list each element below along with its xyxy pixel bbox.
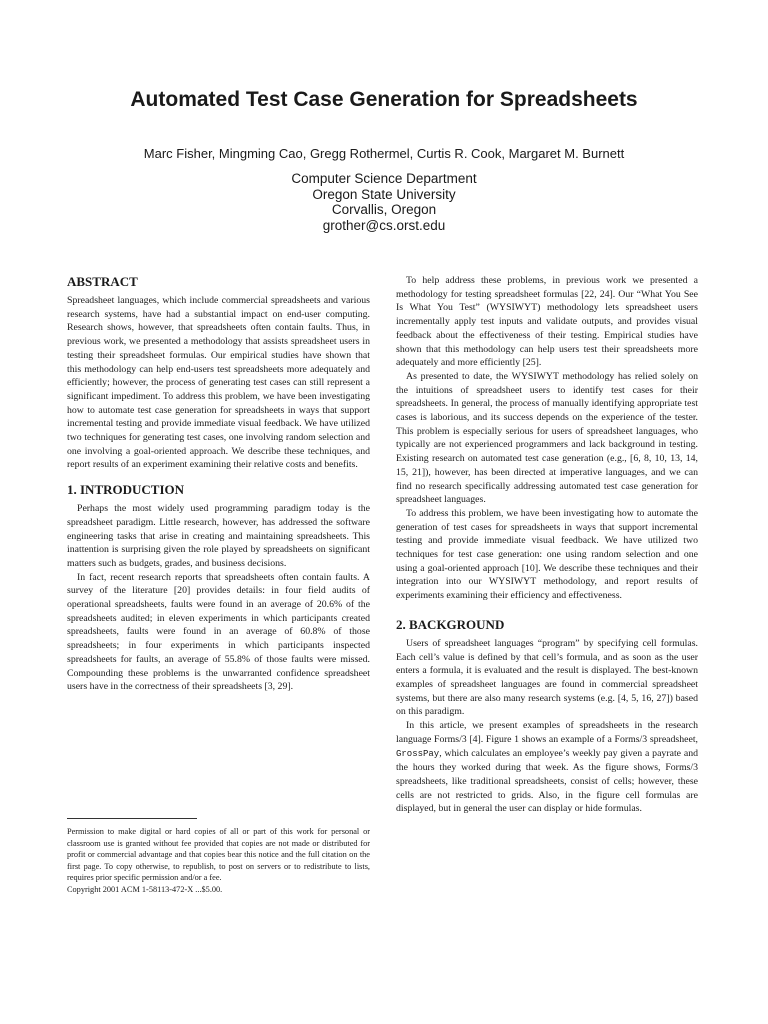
permission-text: Permission to make digital or hard copies of all or part of this work for personal or classroom use is granted without fee provided that copies are not made or distributed for profit or commercial advantage and that copies bear this notice and the full citation on the first page. To copy otherwise, to republish, to post on servers or to redistribute to lists, requires prior specific permission and/or a fee. bbox=[67, 827, 370, 882]
background-p2-end: , which calculates an employee’s weekly pay given a payrate and the hours they worked during that week. As the figure shows, Forms/3 spreadsheets, like traditional spreadsheets, consist of cells; however, these cells are not restricted to grids. Also, in the figure cell formulas are displayed, but in general the user can display or hide formulas. bbox=[396, 747, 698, 815]
intro-paragraph-4: As presented to date, the WYSIWYT methodology has relied solely on the intuitions of spreadsheet users to identify test cases for their spreadsheets. In general, the process of manually identifying appropriate test cases is laborious, and its success depends on the experience of the tester. This problem is especially serious for users of spreadsheet languages, who typically are not experienced programmers and lack background in testing. Existing research on automated test case generation (e.g., [6, 8, 10, 13, 14, 15, 21]), however, has been directed at imperative languages, and we can find no research specifically addressing automated test case generation for spreadsheet languages. bbox=[396, 370, 698, 506]
location: Corvallis, Oregon bbox=[331, 202, 437, 217]
intro-paragraph-1: Perhaps the most widely used programming paradigm today is the spreadsheet paradigm. Little research, however, has addressed the software engineering tasks that arise in creating and maintaining spreadsheets. This inattention is surprising given the role played by spreadsheets on significant matters such as budgets, grades, and business decisions. bbox=[67, 503, 370, 569]
background-paragraph-1: Users of spreadsheet languages “program” by specifying cell formulas. Each cell’s value is defined by that cell’s formula, and as soon as the user enters a formula, it is evaluated and the result is displayed. The best-known examples of spreadsheet languages are found in commercial spreadsheet systems, but there are also many research systems (e.g. [4, 5, 16, 27]) based on this paradigm. bbox=[396, 637, 698, 718]
right-column bbox=[396, 274, 698, 816]
abstract-text: Spreadsheet languages, which include commercial spreadsheets and various research systems, have had a substantial impact on end-user computing. Research shows, however, that spreadsheets often contain faults. Thus, in previous work, we presented a methodology that assists spreadsheet users in testing their spreadsheet formulas. Our empirical studies have shown that this methodology can help end-users test spreadsheets more adequately and efficiently; however, the process of generating test cases can still represent a significant impediment. To address this problem, we have been investigating how to automate test case generation for spreadsheets in ways that support incremental testing and provide immediate visual feedback. We have utilized two techniques for generating test cases, one involving random selection and one involving a goal-oriented approach. We describe these techniques, and report results of an experiment examining their relative costs and benefits. bbox=[67, 295, 370, 471]
paper-title: Automated Test Case Generation for Spreadsheets bbox=[130, 88, 638, 111]
affiliation-block bbox=[0, 171, 768, 233]
intro-paragraph-5: To address this problem, we have been investigating how to automate the generation of test cases for spreadsheets in ways that support incremental testing and provide immediate visual feedback. We have utilized two techniques for test case generation: one using random selection and one using a goal-oriented approach [10]. We describe these techniques and their integration into our WYSIWYT methodology, and report results of experiments examining their efficiency and effectiveness. bbox=[396, 507, 698, 602]
background-heading: 2. BACKGROUND bbox=[396, 616, 505, 632]
university: Oregon State University bbox=[312, 186, 456, 202]
copyright-line: Copyright 2001 ACM 1-58113-472-X ...$5.00. bbox=[67, 884, 223, 894]
background-p2-start: In this article, we present examples of spreadsheets in the research language Forms/3 [4]. Figure 1 shows an example of a Forms/3 spreadsheet, bbox=[396, 720, 698, 745]
grosspay-code: GrossPay bbox=[396, 748, 440, 759]
intro-paragraph-3: To help address these problems, in previous work we presented a methodology for testing spreadsheet formulas [22, 24]. Our “What You See Is What You Test” (WYSIWYT) methodology lets spreadsheet users incrementally apply test inputs and validate outputs, and provides visual feedback about the effectiveness of their testing. Empirical studies have shown that this methodology can help users test their spreadsheets more adequately and more efficiently [25]. bbox=[396, 275, 698, 369]
author-list: Marc Fisher, Mingming Cao, Gregg Rothermel, Curtis R. Cook, Margaret M. Burnett bbox=[143, 146, 625, 161]
contact-email: grother@cs.orst.edu bbox=[322, 217, 446, 233]
abstract-heading: ABSTRACT bbox=[67, 274, 138, 289]
introduction-heading: 1. INTRODUCTION bbox=[67, 482, 185, 498]
footnote-divider bbox=[67, 818, 197, 819]
left-column bbox=[67, 274, 370, 694]
intro-paragraph-2: In fact, recent research reports that spreadsheets often contain faults. A survey of the literature [20] provides details: in four field audits of operational spreadsheets, faults were found in an average of 20.6% of the spreadsheets audited; in eleven experiments in which participants created spreadsheets, faults were found in an average of 60.8% of those spreadsheets; in four experiments in which participants inspected spreadsheets for faults, an average of 55.8% of those faults were missed. Compounding these problems is the unwarranted confidence spreadsheet users have in the correctness of their spreadsheets [3, 29]. bbox=[67, 571, 370, 693]
department: Computer Science Department bbox=[291, 171, 477, 186]
permission-notice bbox=[67, 826, 370, 895]
background-paragraph-2 bbox=[396, 719, 698, 816]
